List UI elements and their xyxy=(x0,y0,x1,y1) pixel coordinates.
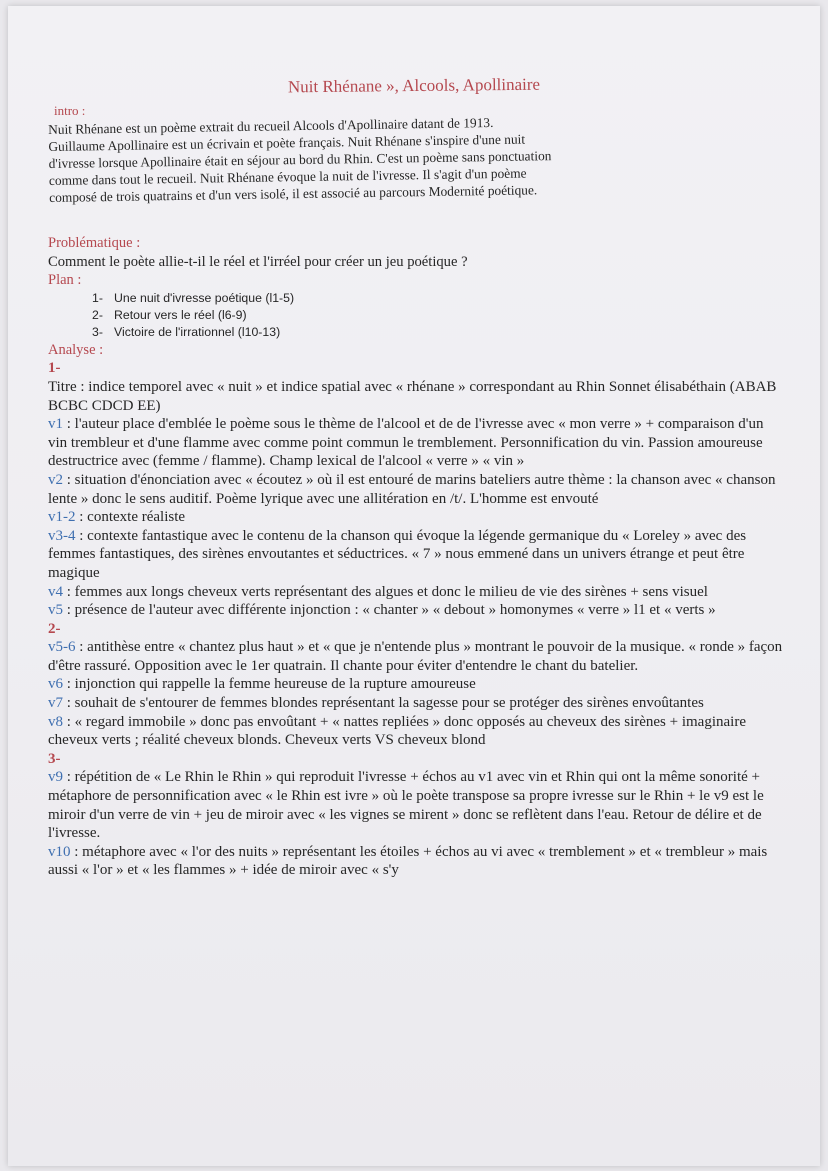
verse-label: v10 xyxy=(48,843,71,860)
analysis-part-3 xyxy=(48,768,786,880)
verse-analysis-entry xyxy=(48,768,786,842)
section-number: 3- xyxy=(48,750,61,767)
verse-label: v9 xyxy=(48,769,63,786)
verse-label: v5 xyxy=(48,602,63,619)
intro-section xyxy=(48,102,786,206)
verse-label: v7 xyxy=(48,695,63,712)
verse-commentary: : contexte réaliste xyxy=(75,509,186,526)
verse-commentary: : métaphore avec « l'or des nuits » représentant les étoiles + échos au vi avec « tremblement » et « trembleur » mais aussi « l'or » et « les flammes » + idée de miroir avec « s'y xyxy=(48,843,768,879)
plan-list xyxy=(48,290,786,341)
main-section xyxy=(48,234,786,880)
verse-analysis-entry xyxy=(48,508,786,527)
verse-commentary: : situation d'énonciation avec « écoutez » où il est entouré de marins bateliers autre thème : la chanson avec « chanson lente » donc le sens auditif. Poème lyrique avec une allitération en /t/. L'homme est envouté xyxy=(48,471,776,507)
plan-item-number: 1- xyxy=(92,290,103,305)
verse-analysis-entry xyxy=(48,583,786,602)
problematique-text: Comment le poète allie-t-il le réel et l'irréel pour créer un jeu poétique ? xyxy=(48,253,468,270)
verse-analysis-entry xyxy=(48,694,786,713)
section-number: 2- xyxy=(48,620,61,637)
analysis-part-2 xyxy=(48,638,786,750)
plan-item xyxy=(92,324,786,341)
verse-commentary: : « regard immobile » donc pas envoûtant + « nattes repliées » donc opposés au cheveux des sirènes + imaginaire cheveux verts ; réalité cheveux blonds. Cheveux verts VS cheveux blond xyxy=(48,713,746,749)
plan-item-number: 3- xyxy=(92,324,103,339)
verse-commentary: : l'auteur place d'emblée le poème sous le thème de l'alcool et de de l'ivresse avec « mon verre » + comparaison d'un vin trembleur et d'une flamme avec comme point commun le tremblement. Personnification du vin. Passion amoureuse destructrice avec (femme / flamme). Champ lexical de l'alcool « verre » « vin » xyxy=(48,416,764,470)
verse-analysis-entry xyxy=(48,675,786,694)
plan-item xyxy=(92,307,786,324)
plan-item-text: Une nuit d'ivresse poétique (l1-5) xyxy=(114,290,295,305)
analysis-part-1 xyxy=(48,415,786,620)
verse-commentary: : antithèse entre « chantez plus haut » et « que je n'entende plus » montrant le pouvoir de la musique. « ronde » façon d'être rassuré. Opposition avec le 1er quatrain. Il chante pour éviter d'entendre le chant du batelier. xyxy=(48,639,783,674)
verse-label: v2 xyxy=(48,471,63,488)
plan-item xyxy=(92,290,786,307)
verse-commentary: : souhait de s'entourer de femmes blondes représentant la sagesse pour se protéger des sirènes envoûtantes xyxy=(63,695,704,712)
document-page xyxy=(8,6,820,1166)
verse-analysis-entry xyxy=(48,713,786,750)
intro-line: composé de trois quatrains et d'un vers isolé, il est associé au parcours Modernité poétique. xyxy=(49,181,538,205)
verse-analysis-entry xyxy=(48,471,786,508)
verse-analysis-entry xyxy=(48,415,786,471)
verse-label: v5-6 xyxy=(48,639,76,656)
plan-item-number: 2- xyxy=(92,307,103,322)
intro-line: Nuit Rhénane est un poème extrait du recueil Alcools d'Apollinaire datant de 1913. xyxy=(48,114,494,137)
verse-commentary: : présence de l'auteur avec différente injonction : « chanter » « debout » homonymes « verre » l1 et « verts » xyxy=(63,602,716,619)
plan-label: Plan : xyxy=(48,272,82,289)
document-title: Nuit Rhénane », Alcools, Apollinaire xyxy=(287,74,541,97)
plan-item-text: Retour vers le réel (l6-9) xyxy=(114,307,247,322)
verse-commentary: : femmes aux longs cheveux verts représentant des algues et donc le milieu de vie des sirènes + sens visuel xyxy=(63,583,708,600)
verse-analysis-entry xyxy=(48,527,786,583)
intro-line: d'ivresse lorsque Apollinaire était en séjour au bord du Rhin. C'est un poème sans ponctuation xyxy=(48,147,552,171)
analyse-label: Analyse : xyxy=(48,341,104,358)
verse-label: v1-2 xyxy=(48,509,76,526)
intro-label: intro : xyxy=(54,103,86,118)
verse-commentary: : injonction qui rappelle la femme heureuse de la rupture amoureuse xyxy=(63,676,476,693)
plan-item-text: Victoire de l'irrationnel (l10-13) xyxy=(114,324,281,339)
titre-paragraph: Titre : indice temporel avec « nuit » et indice spatial avec « rhénane » correspondant au Rhin Sonnet élisabéthain (ABAB BCBC CDCD EE) xyxy=(48,378,777,414)
verse-analysis-entry xyxy=(48,601,786,620)
intro-text xyxy=(48,109,787,206)
section-number: 1- xyxy=(48,360,61,377)
verse-label: v6 xyxy=(48,676,63,693)
intro-line: Guillaume Apollinaire est un écrivain et poète français. Nuit Rhénane s'inspire d'une nuit xyxy=(48,131,526,154)
verse-analysis-entry xyxy=(48,638,786,675)
verse-commentary: : contexte fantastique avec le contenu de la chanson qui évoque la légende germanique du « Loreley » avec des femmes fantastiques, des sirènes envoutantes et séductrices. « 7 » nous emmené dans un univers étrange et peut être magique xyxy=(48,527,747,581)
verse-commentary: : répétition de « Le Rhin le Rhin » qui reproduit l'ivresse + échos au v1 avec vin et Rhin qui ont la même sonorité + métaphore de personnification avec « le Rhin est ivre » où le poète transpose sa propre ivresse sur le Rhin + le v9 est le miroir d'un verre de vin + jeu de miroir avec « les vignes se mirent » donc se reflètent dans l'eau. Retour de délire et de l'ivresse. xyxy=(48,769,764,842)
intro-line: comme dans tout le recueil. Nuit Rhénane évoque la nuit de l'ivresse. Il s'agit d'un poème xyxy=(48,165,527,188)
problematique-label: Problématique : xyxy=(48,235,141,251)
verse-label: v1 xyxy=(48,416,63,433)
verse-label: v8 xyxy=(48,713,63,730)
verse-label: v3-4 xyxy=(48,527,76,544)
verse-label: v4 xyxy=(48,583,63,600)
verse-analysis-entry xyxy=(48,843,786,880)
